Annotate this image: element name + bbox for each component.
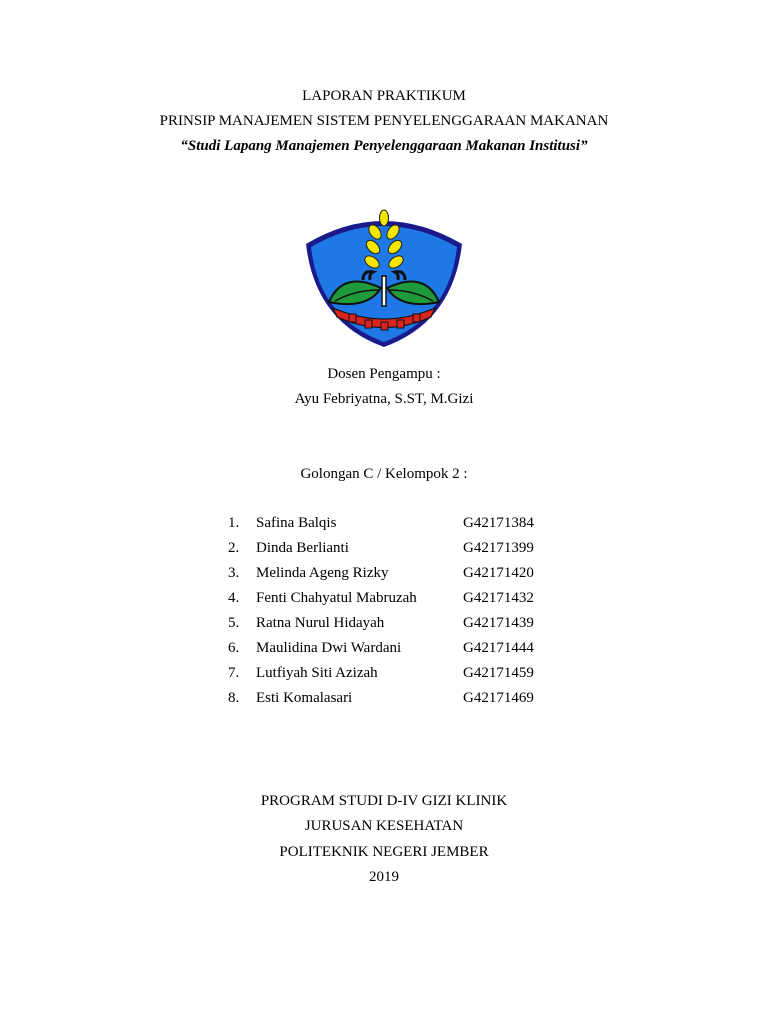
- member-name: Dinda Berlianti: [256, 540, 349, 556]
- member-nim: G42171384: [463, 515, 534, 531]
- list-item: [0, 638, 768, 658]
- list-item: [0, 513, 768, 533]
- year: 2019: [369, 869, 399, 885]
- list-item: [0, 688, 768, 708]
- member-nim: G42171444: [463, 640, 534, 656]
- lecturer-label: Dosen Pengampu :: [327, 366, 441, 382]
- member-number: 7.: [228, 665, 240, 681]
- member-number: 4.: [228, 590, 240, 606]
- study-program: PROGRAM STUDI D-IV GIZI KLINIK: [260, 793, 508, 809]
- course-title: PRINSIP MANAJEMEN SISTEM PENYELENGGARAAN MAKANAN: [159, 113, 609, 129]
- group-label: Golongan C / Kelompok 2 :: [300, 466, 468, 482]
- member-name: Safina Balqis: [256, 515, 337, 531]
- member-name: Esti Komalasari: [256, 690, 353, 706]
- member-name: Ratna Nurul Hidayah: [256, 615, 385, 631]
- member-name: Lutfiyah Siti Azizah: [256, 665, 378, 681]
- list-item: [0, 563, 768, 583]
- member-number: 5.: [228, 615, 240, 631]
- member-name: Melinda Ageng Rizky: [256, 565, 389, 581]
- member-number: 8.: [228, 690, 240, 706]
- institution: POLITEKNIK NEGERI JEMBER: [279, 844, 489, 860]
- member-name: Fenti Chahyatul Mabruzah: [256, 590, 417, 606]
- member-number: 2.: [228, 540, 240, 556]
- member-nim: G42171439: [463, 615, 534, 631]
- member-nim: G42171432: [463, 590, 534, 606]
- member-number: 1.: [228, 515, 240, 531]
- member-nim: G42171399: [463, 540, 534, 556]
- lecturer-name: Ayu Febriyatna, S.ST, M.Gizi: [294, 391, 474, 407]
- list-item: [0, 663, 768, 683]
- member-nim: G42171469: [463, 690, 534, 706]
- member-nim: G42171420: [463, 565, 534, 581]
- report-type: LAPORAN PRAKTIKUM: [302, 88, 466, 104]
- member-number: 6.: [228, 640, 240, 656]
- polije-logo: [303, 204, 465, 348]
- member-number: 3.: [228, 565, 240, 581]
- member-name: Maulidina Dwi Wardani: [256, 640, 402, 656]
- department: JURUSAN KESEHATAN: [304, 818, 464, 834]
- list-item: [0, 538, 768, 558]
- member-nim: G42171459: [463, 665, 534, 681]
- report-title: “Studi Lapang Manajemen Penyelenggaraan Makanan Institusi”: [180, 138, 588, 154]
- list-item: [0, 588, 768, 608]
- list-item: [0, 613, 768, 633]
